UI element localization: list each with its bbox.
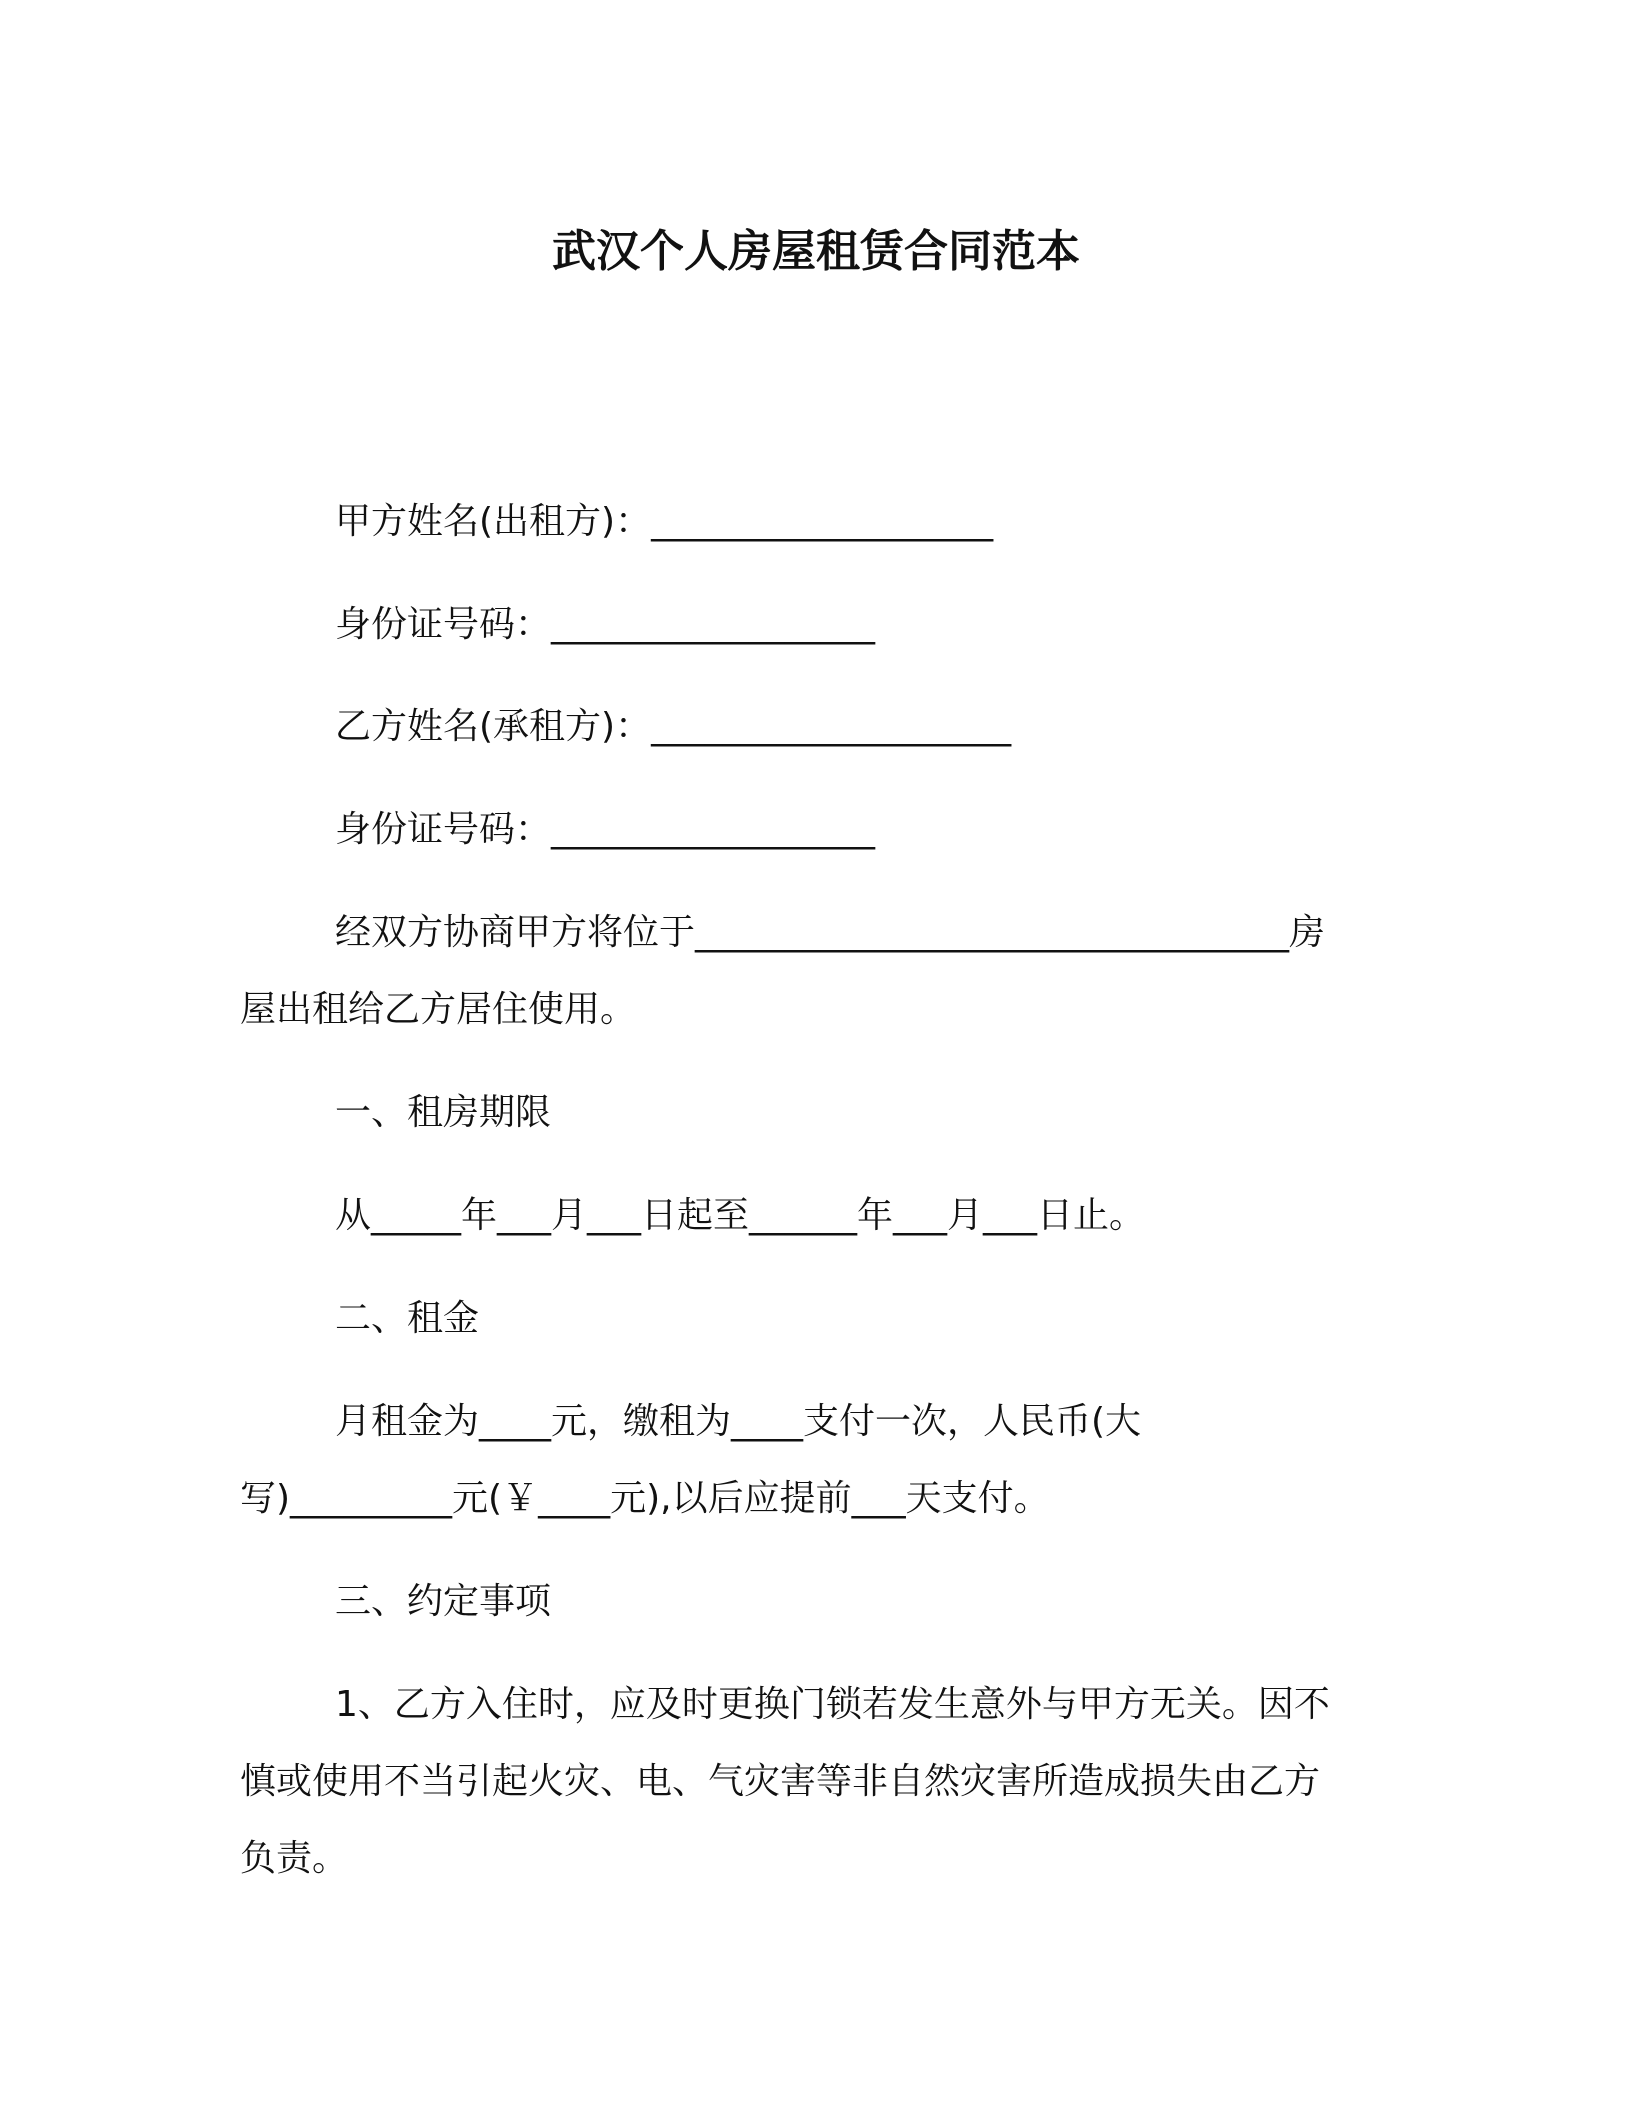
item-1-line-1: 1、乙方入住时，应及时更换门锁若发生意外与甲方无关。因不	[335, 1684, 1330, 1725]
agreement-line-1: 经双方协商甲方将位于_________________________________房	[335, 912, 1326, 953]
document-title: 武汉个人房屋租赁合同范本	[552, 226, 1080, 277]
section-2-heading: 二、租金	[335, 1298, 480, 1339]
item-1-line-2: 慎或使用不当引起火灾、电、气灾害等非自然灾害所造成损失由乙方	[240, 1761, 1321, 1802]
rent-line-1: 月租金为____元，缴租为____支付一次，人民币(大	[335, 1401, 1142, 1442]
rent-line-2: 写)_________元(￥____元),以后应提前___天支付。	[240, 1478, 1050, 1519]
item-1-line-3: 负责。	[240, 1838, 349, 1879]
party-a-name-field: 甲方姓名(出租方)：___________________	[335, 501, 994, 542]
party-a-id-field: 身份证号码：__________________	[335, 604, 876, 645]
party-b-name-field: 乙方姓名(承租方)：____________________	[335, 706, 1012, 747]
party-b-id-field: 身份证号码：__________________	[335, 809, 876, 850]
section-1-heading: 一、租房期限	[335, 1092, 552, 1133]
section-3-heading: 三、约定事项	[335, 1581, 552, 1622]
lease-period-line: 从_____年___月___日起至______年___月___日止。	[335, 1195, 1146, 1236]
agreement-line-2: 屋出租给乙方居住使用。	[240, 989, 637, 1030]
